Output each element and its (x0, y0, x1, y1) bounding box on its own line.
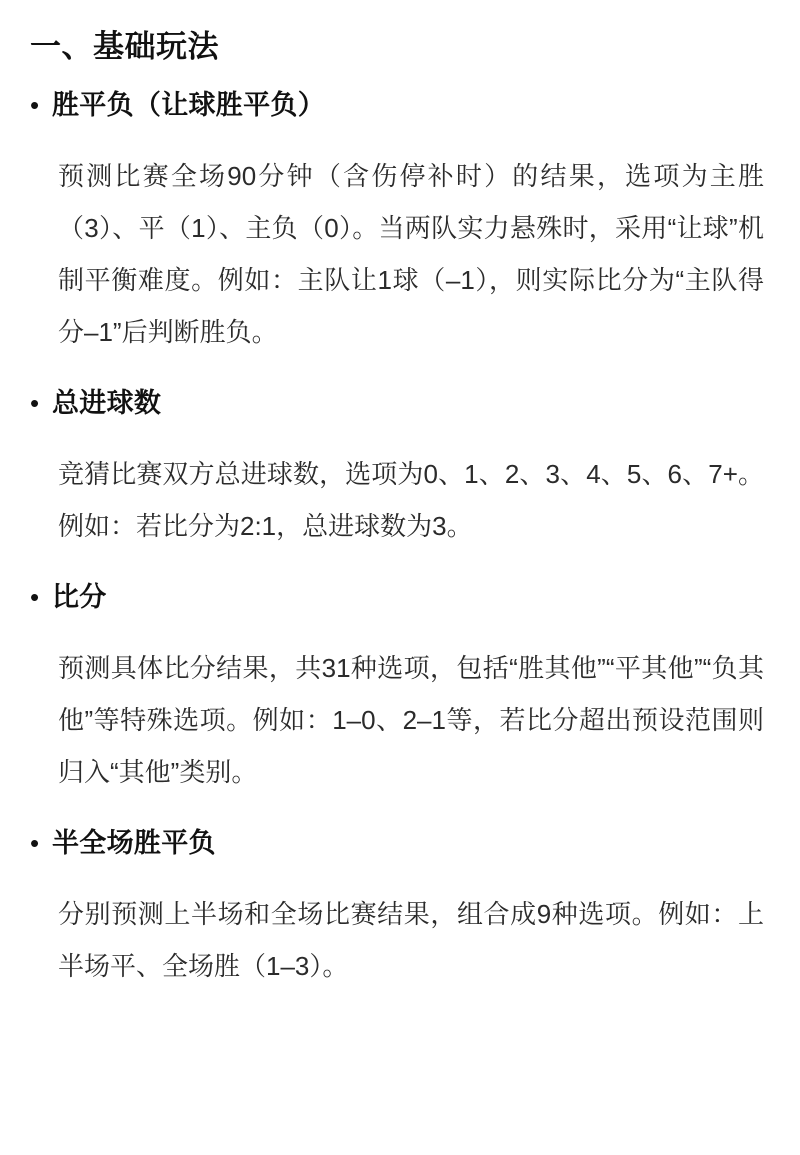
section-heading: 半全场胜平负 (52, 827, 216, 858)
section-body: 分别预测上半场和全场比赛结果，组合成9种选项。例如：上半场平、全场胜（1–3）。 (58, 898, 764, 981)
bullet-icon: • (30, 89, 40, 120)
section-item (30, 824, 764, 992)
bullet-icon: • (30, 581, 40, 612)
section-heading: 总进球数 (52, 387, 162, 418)
bullet-icon: • (30, 827, 40, 858)
section-heading: 比分 (52, 581, 107, 612)
section-heading-row (30, 86, 764, 124)
section-body: 预测比赛全场90分钟（含伤停补时）的结果，选项为主胜（3）、平（1）、主负（0）。当两队实力悬殊时，采用“让球”机制平衡难度。例如：主队让1球（–1），则实际比分为“主队得分–1”后判断胜负。 (58, 160, 764, 347)
page-title: 一、基础玩法 (30, 29, 219, 64)
section-body: 竞猜比赛双方总进球数，选项为0、1、2、3、4、5、6、7+。例如：若比分为2:1，总进球数为3。 (58, 458, 764, 541)
section-heading: 胜平负（让球胜平负） (52, 89, 325, 120)
section-item (30, 384, 764, 552)
section-heading-row (30, 578, 764, 616)
section-body: 预测具体比分结果，共31种选项，包括“胜其他”“平其他”“负其他”等特殊选项。例如：1–0、2–1等，若比分超出预设范围则归入“其他”类别。 (58, 652, 764, 787)
section-heading-row (30, 384, 764, 422)
section-item (30, 578, 764, 798)
section-item (30, 86, 764, 358)
bullet-icon: • (30, 387, 40, 418)
section-heading-row (30, 824, 764, 862)
